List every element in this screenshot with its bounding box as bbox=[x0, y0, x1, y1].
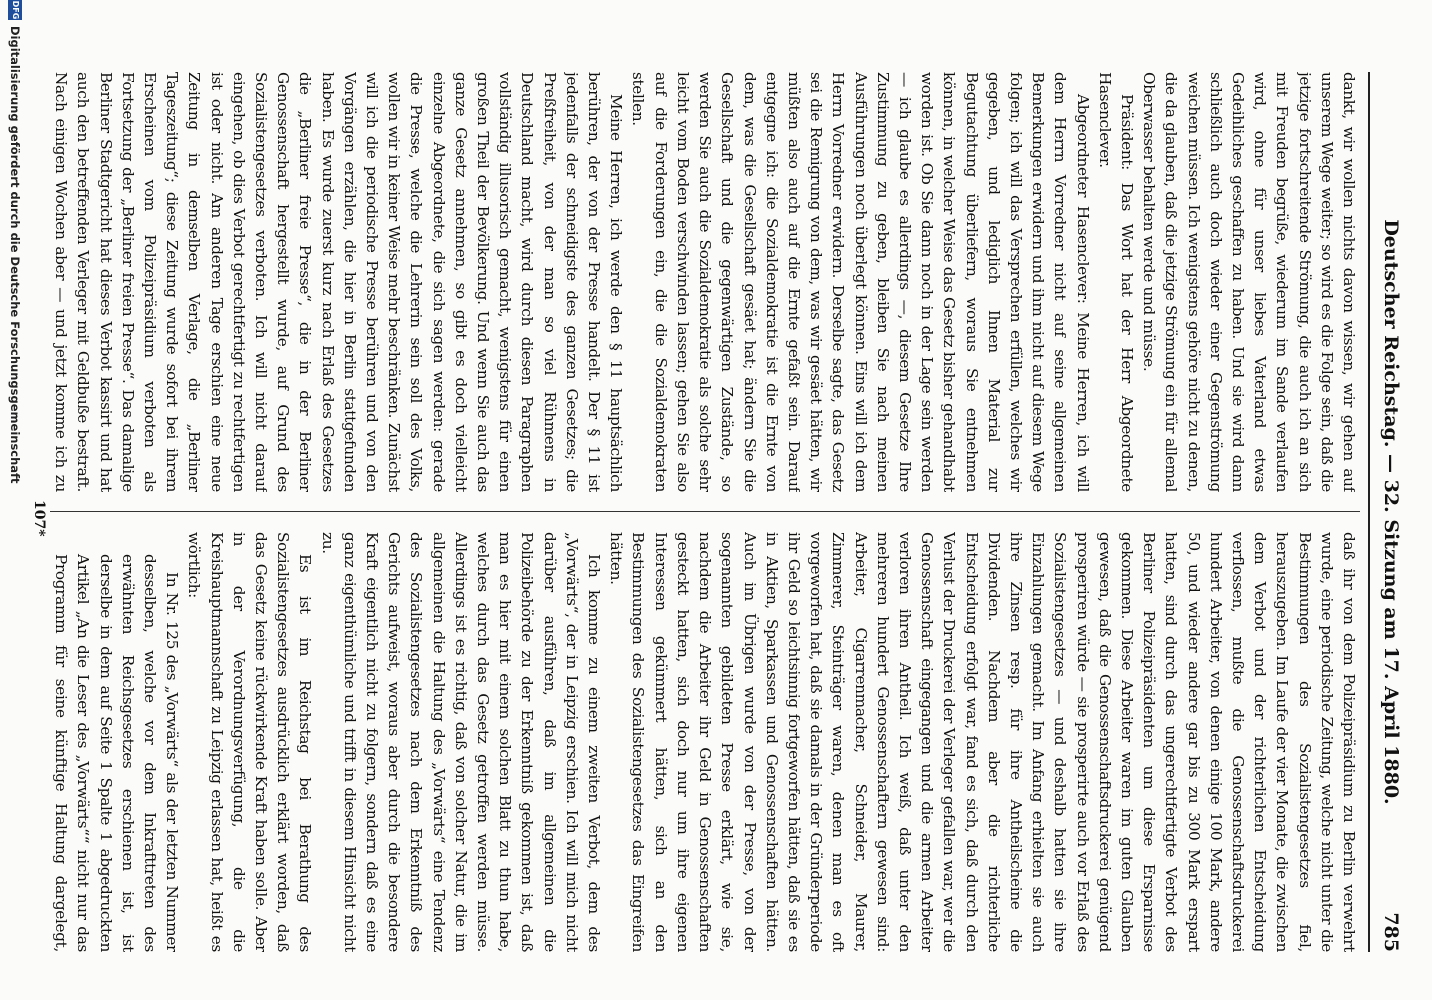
page-header-title: Deutscher Reichstag. — 32. Sitzung am 17. April 1880. bbox=[1380, 219, 1402, 805]
paragraph: Ich komme zu einem zweiten Verbot, dem des „Vorwärts“, der in Leipzig erschien. Ich will mich nicht darüber ausführen, daß im allgemeinen die Polizeibehörde zu der Erkenntniß gekommen ist, daß man es hier mit einem solchen Blatt zu thun habe, welches durch das Gesetz getroffen werden müsse. Allerdings ist es richtig, daß von solcher Natur, die im allgemeinen die Haltung des „Vorwärts“ eine Tendenz des Sozialistengesetzes nach dem Erkenntniß des Gerichts aufweist, woraus aber durch die besondere Kraft eigentlich nicht zu folgern, sondern daß es eine ganz eigenthümliche und trifft in diesem Hinsicht nicht zu. bbox=[318, 532, 604, 952]
speaker-paragraph: Abgeordneter Hasenclever: Meine Herren, ich will dem Herrn Vorredner nicht auf seine allgemeinen Bemerkungen erwidern und ihm nicht auf diesem Wege folgen; ich will das Versprechen erfüllen, welches wir gegeben, und lediglich Ihnen Material zur Begutachtung überliefern, woraus Sie entnehmen können, in welcher Weise das Gesetz bisher gehandhabt worden ist. Ob Sie dann noch in der Lage sein werden — ich glaube es allerdings —, diesem Gesetze Ihre Zustimmung zu geben, bleiben Sie nach meinen Ausführungen noch überlegt können. Eins will ich dem Herrn Vorredner erwidern. Derselbe sagte, das Gesetz sei die Remigrung von dem, was wir gesäet hätten, wir müßten also auch auf die Ernte gefaßt sein. Darauf entgegne ich: die Sozialdemokratie ist die Ernte von dem, was die Gesellschaft gesäet hat; ändern Sie die Gesellschaft und die gegenwärtigen Zustände, so werden Sie auch die Sozialdemokratie als solche sehr leicht vom Boden verschwinden lassen; gehen Sie also auf die Forderungen ein, die die Sozialdemokraten stellen. bbox=[629, 72, 1092, 492]
sheet-signature: 107* bbox=[31, 500, 47, 537]
speaker-paragraph: Präsident: Das Wort hat der Herr Abgeordnete Hasenclever. bbox=[1095, 72, 1136, 492]
page-number: 785 bbox=[1380, 912, 1402, 952]
digitization-credit: Digitalisierung gefördert durch die Deutsche Forschungsgemeinschaft bbox=[8, 26, 22, 484]
paragraph: daß ihr von dem Polizeipräsidium zu Berlin verwehrt wurde, eine periodische Zeitung, welche nicht unter die Bestimmungen des Sozialistengesetzes fiel, herauszugeben. Im Laufe der vier Monate, die zwischen dem Verbot und der richterlichen Entscheidung verflossen, mußte die Genossenschaftsdruckerei hundert Arbeiter, von denen einige 100 Mark, andere 50, und wieder andere gar bis zu 300 Mark erspart hatten, sind durch das ungerechtfertigte Verbot des Berliner Polizeipräsidenten um diese Ersparnisse gekommen. Diese Arbeiter waren im guten Glauben gewesen, daß die Genossenschaftsdruckerei genügend prosperiren würde — sie prosperirte auch vor Erlaß des Sozialistengesetzes — und deshalb hatten sie ihre Einzahlungen gemacht. Im Anfang erhielten sie auch ihre Zinsen resp. für ihre Antheilscheine die Dividenden. Nachdem aber die richterliche Entscheidung erfolgt war, fand es sich, daß durch den Verlust der Druckerei der Verleger gefallen war, wer die Genossenschaft eingegangen und die armen Arbeiter verloren ihren Antheil. Ich weiß, daß unter den mehreren hundert Genossenschaftern gewesen sind: Arbeiter, Cigarrenmacher, Schneider, Maurer, Zimmerer, Steinträger waren, denen man es oft vorgeworfen hat, daß sie damals in der Gründerperiode ihr Geld so leichtsinnig fortgeworfen hätten, daß sie es in Aktien, Sparkassen und Genossenschaften hätten. Auch im Übrigen wurde von der Presse, von der sogenannten gebildeten Presse erklärt, wie sie, nachdem die Arbeiter ihr Geld in Genossenschaften gesteckt hatten, sich doch nur um ihre eigenen Interessen gekümmert hätten, sich an den Bestimmungen des Sozialistengesetzes das Eingreifen hätten. bbox=[607, 532, 1358, 952]
digitization-footer bbox=[0, 0, 24, 1000]
quoted-paragraph: In Nr. 125 des „Vorwärts“ als der letzten Nummer desselben, welche vor dem Inkrafttreten des erwähnten Reichsgesetzes erschienen ist, ist derselbe in dem auf Seite 1 Spalte 1 abgedruckten Artikel „An die Leser des „Vorwärts““ nicht nur das Programm für seine künftige Haltung dargelegt, bbox=[52, 554, 182, 952]
left-column bbox=[50, 72, 1360, 492]
page-header bbox=[1368, 72, 1402, 952]
dfg-logo-icon: DFG bbox=[8, 0, 22, 20]
header-rule bbox=[1368, 72, 1370, 952]
column-divider bbox=[50, 511, 1360, 512]
paragraph: Es ist im Reichstag bei Berathung des Sozialistengesetzes ausdrücklich erklärt worden, daß das Gesetz keine rückwirkende Kraft haben solle. Aber in der Verordnungsverfügung, die die Kreishauptmannschaft zu Leipzig erlassen hat, heißt es wörtlich: bbox=[185, 532, 315, 952]
right-column bbox=[50, 532, 1360, 952]
paragraph: dankt, wir wollen nichts davon wissen, wir gehen auf unserem Wege weiter; so wird es die Folge sein, daß die jetzige fortschreitende Strömung, die auch ich an sich mit Freuden begrüße, wiederum im Sande verlaufen wird, ohne für unser liebes Vaterland etwas Gedeihliches geschaffen zu haben. Und sie wird dann schließlich auch doch wieder einer Gegenströmung weichen müssen. Ich wenigstens gehöre nicht zu denen, die da glauben, daß die jetzige Strömung ein für allemal Oberwasser behalten werde und müsse. bbox=[1140, 72, 1358, 492]
paragraph: Meine Herren, ich werde den § 11 hauptsächlich berühren, der von der Presse handelt. Der § 11 ist jedenfalls der schneidigste des ganzen Gesetzes; die Preßfreiheit, von der man so viel Rühmens in Deutschland macht, wird durch diesen Paragraphen vollständig illusorisch gemacht, wenigstens für einen großen Theil der Bevölkerung. Und wenn Sie auch das ganze Gesetz annehmen, so gibt es doch vielleicht einzelne Abgeordnete, die sich sagen werden: gerade die Presse, welche die Lehrerin sein soll des Volks, wollen wir in keiner Weise mehr beschränken. Zunächst will ich die periodische Presse berühren und von den Vorgängen erzählen, die hier in Berlin stattgefunden haben. Es wurde zuerst kurz nach Erlaß des Gesetzes die „Berliner freie Presse“, die in der Berliner Genossenschaft hergestellt wurde, auf Grund des Sozialistengesetzes verboten. Ich will nicht darauf eingehen, ob dies Verbot gerechtfertigt zu rechtfertigen ist oder nicht. Am anderen Tage erschien eine neue Zeitung in demselben Verlage, die „Berliner Tageszeitung“; diese Zeitung wurde sofort bei ihrem Erscheinen vom Polizeipräsidium verboten als Fortsetzung der „Berliner freien Presse“. Das damalige Berliner Stadtgericht hat dieses Verbot kassirt und hat auch den betreffenden Verleger mit Geldbuße bestraft. Nach einigen Wochen aber — und jetzt komme ich zu bbox=[52, 72, 626, 492]
